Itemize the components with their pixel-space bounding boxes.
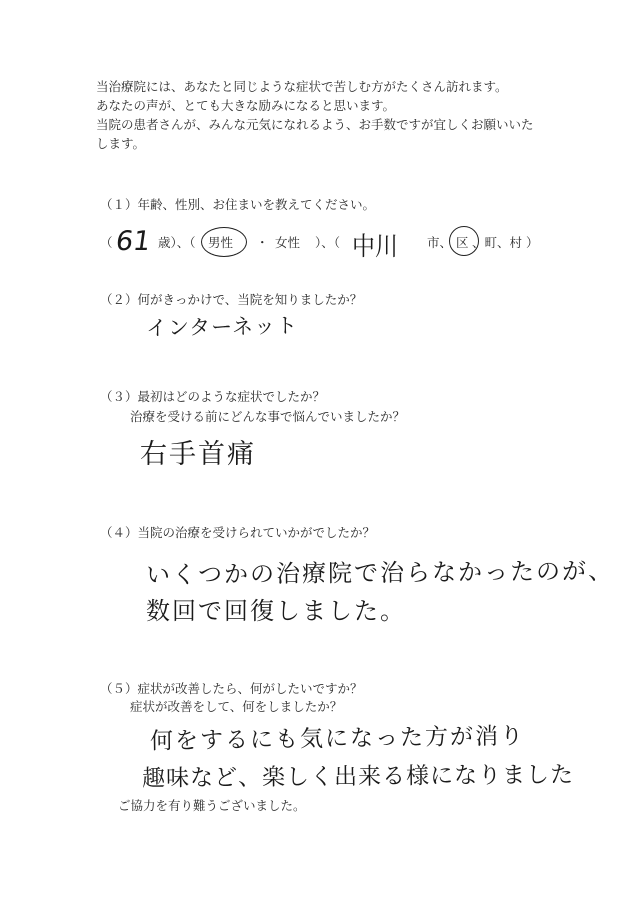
intro-line-4: します。 (96, 136, 146, 151)
q5-answer-line-2: 趣味など、楽しく出来る様になりました (141, 762, 575, 792)
intro-line-2: あなたの声が、とても大きな励みになると思います。 (96, 98, 396, 113)
q1-question: （１）年齢、性別、お住まいを教えてください。 (100, 197, 376, 212)
q1-age-suffix: 歳）、（ (158, 235, 196, 250)
q1-male: 男性 (208, 235, 234, 250)
q1-dot: ・ (256, 235, 269, 250)
q1-town-village: 、町、村 ） (472, 235, 539, 250)
q1-city: 市、 (427, 235, 453, 250)
q1-female: 女性 (275, 235, 301, 250)
q2-answer: インターネット (145, 313, 299, 341)
q4-answer-line-1: いくつかの治療院で治らなかったのが、 (145, 556, 615, 590)
q1-age-answer: 61 (113, 226, 153, 257)
q1-ward: 区 (456, 235, 469, 250)
q1-city-answer: 中川 (352, 232, 398, 262)
intro-line-1: 当治療院には、あなたと同じような症状で苦しむ方がたくさん訪れます。 (96, 79, 508, 94)
q1-open-paren: （ (100, 235, 113, 250)
intro-line-3: 当院の患者さんが、みんな元気になれるよう、お手数ですが宜しくお願いいた (96, 117, 534, 132)
q1-mid-sep: ）、（ (315, 235, 341, 250)
q5-answer-line-1: 何をするにも気になった方が消り (149, 723, 526, 755)
q5-question-line-1: （５）症状が改善したら、何がしたいですか？ (100, 681, 363, 696)
q5-question-line-2: 症状が改善をして、何をしましたか？ (130, 699, 343, 714)
q3-question-line-1: （３）最初はどのような症状でしたか？ (100, 389, 326, 404)
q2-question: （２）何がきっかけで、当院を知りましたか？ (100, 292, 363, 307)
q3-answer: 右手首痛 (140, 439, 256, 470)
closing-text: ご協力を有り難うございました。 (118, 798, 306, 813)
q4-answer-line-2: 数回で回復しました。 (146, 597, 406, 625)
q4-question: （４）当院の治療を受けられていかがでしたか？ (100, 525, 376, 540)
q3-question-line-2: 治療を受ける前にどんな事で悩んでいましたか？ (130, 409, 406, 424)
